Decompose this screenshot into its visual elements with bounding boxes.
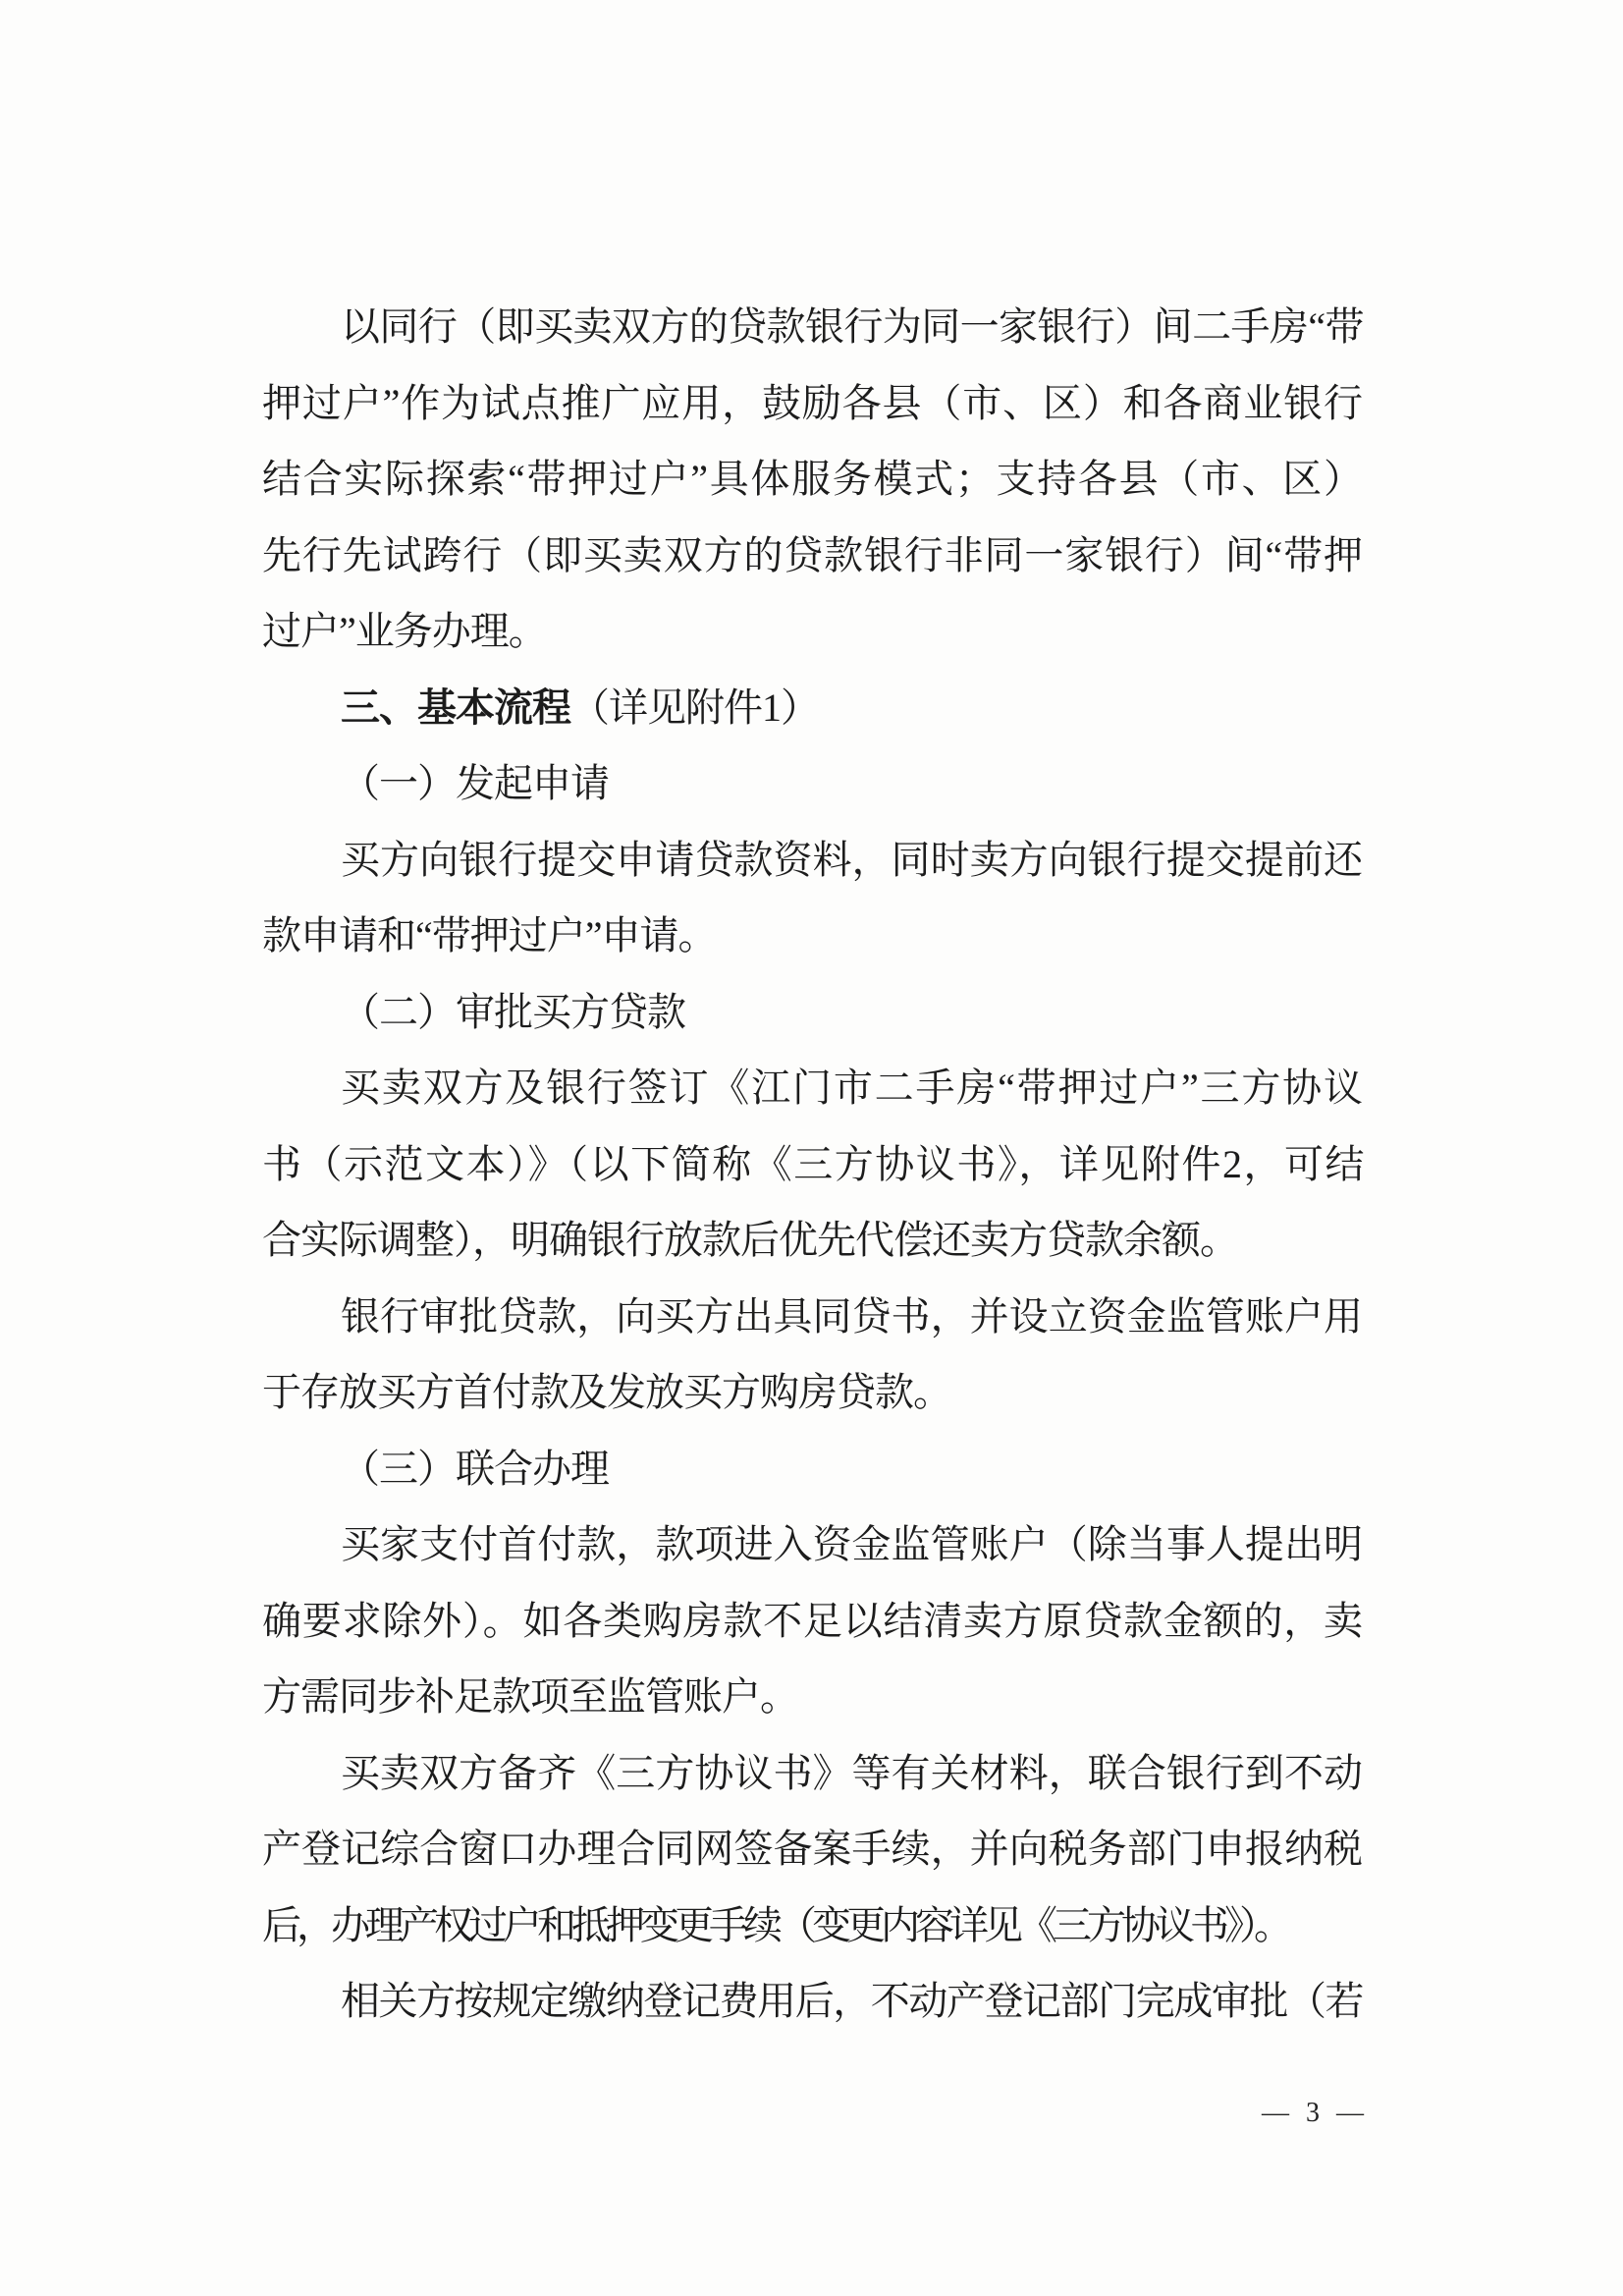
para3-line1: 买卖双方及银行签订《江门市二手房“带押过户”三方协议 [341, 1066, 1362, 1110]
section-heading [262, 670, 1362, 746]
para1-line5: 过户”业务办理。 [262, 609, 547, 653]
para2-line1: 买方向银行提交申请贷款资料，同时卖方向银行提交提前还 [341, 837, 1362, 882]
para1-line1: 以同行（即买卖双方的贷款银行为同一家银行）间二手房“带 [341, 304, 1362, 349]
para3-line3: 合实际调整），明确银行放款后优先代偿还卖方贷款余额。 [262, 1218, 1238, 1262]
para5-line3: 方需同步补足款项至监管账户。 [262, 1674, 798, 1719]
para5-line1: 买家支付首付款，款项进入资金监管账户（除当事人提出明 [341, 1522, 1362, 1566]
para4-line1: 银行审批贷款，向买方出具同贷书，并设立资金监管账户用 [341, 1293, 1362, 1339]
subheading-3: （三）联合办理 [341, 1446, 609, 1491]
para7-line1: 相关方按规定缴纳登记费用后，不动产登记部门完成审批（若 [341, 1979, 1362, 2023]
section-heading-note: （详见附件1） [570, 684, 819, 730]
page-number: — 3 — [1262, 2098, 1369, 2128]
subheading-2: （二）审批买方贷款 [341, 989, 685, 1034]
para2-line2: 款申请和“带押过户”申请。 [262, 913, 717, 957]
para5-line2: 确要求除外）。如各类购房款不足以结清卖方原贷款金额的，卖 [262, 1598, 1362, 1643]
para6-line3: 后，办理产权过户和抵押变更手续（变更内容详见《三方协议书》）。 [262, 1902, 1288, 1947]
section-heading-title: 三、基本流程 [341, 685, 570, 730]
para6-line1: 买卖双方备齐《三方协议书》等有关材料，联合银行到不动 [341, 1750, 1362, 1795]
para1-line3: 结合实际探索“带押过户”具体服务模式；支持各县（市、区） [262, 457, 1362, 501]
para4-line2: 于存放买方首付款及发放买方购房贷款。 [262, 1370, 951, 1414]
text-block [262, 289, 1362, 2040]
subheading-1: （一）发起申请 [341, 761, 609, 805]
para3-line2: 书（示范文本）》（以下简称《三方协议书》，详见附件2，可结 [262, 1141, 1362, 1186]
para1-line2: 押过户”作为试点推广应用，鼓励各县（市、区）和各商业银行 [262, 380, 1362, 425]
para6-line2: 产登记综合窗口办理合同网签备案手续，并向税务部门申报纳税 [262, 1827, 1362, 1871]
para1-line4: 先行先试跨行（即买卖双方的贷款银行非同一家银行）间“带押 [262, 532, 1362, 577]
